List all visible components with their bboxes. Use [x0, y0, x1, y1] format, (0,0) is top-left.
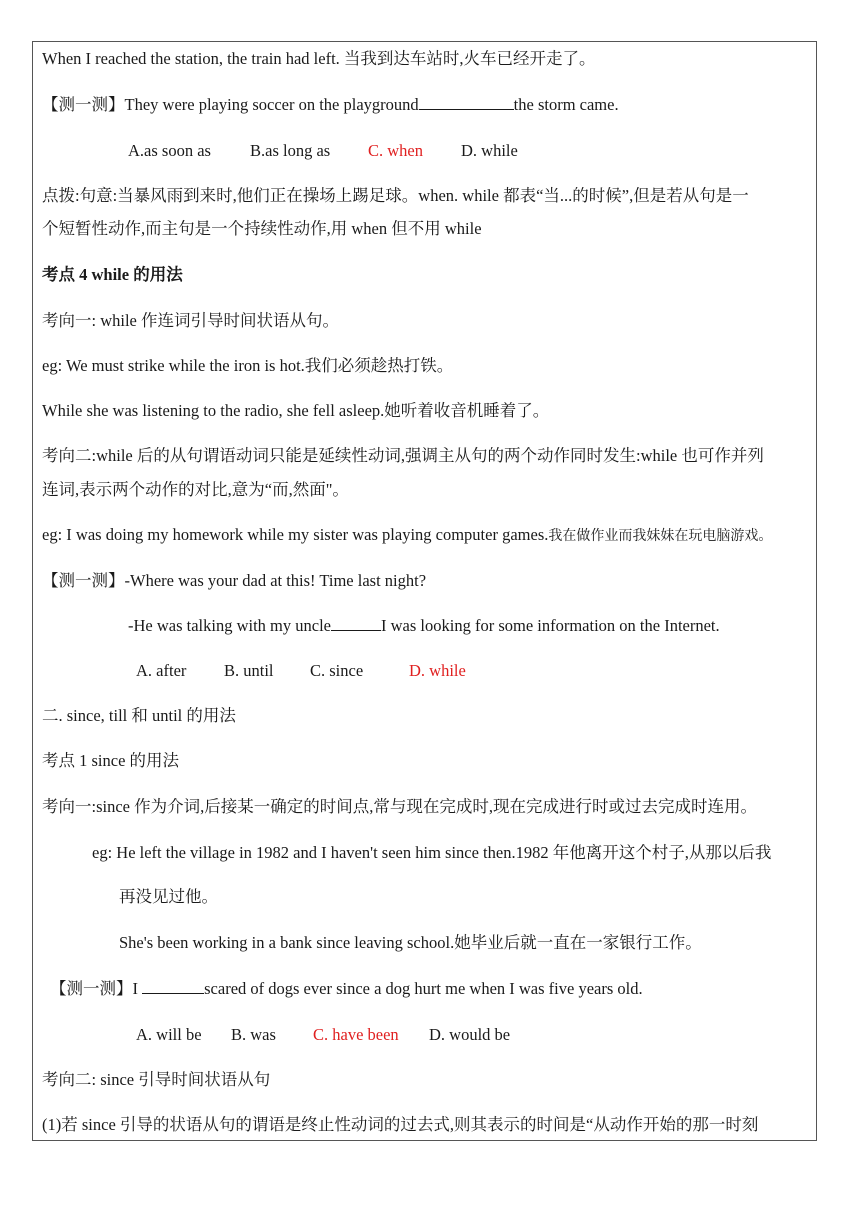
example-1: eg: We must strike while the iron is hot.我们必须趁热打铁。	[42, 356, 454, 375]
key-point-1: 考点 1 since 的用法	[42, 751, 180, 770]
option-c-answer: C. have been	[313, 1025, 399, 1044]
option-d: D. while	[461, 141, 518, 160]
quiz-question-2-suffix: I was looking for some information on the Internet.	[381, 616, 720, 635]
quiz-question-3-suffix: scared of dogs ever since a dog hurt me when I was five years old.	[204, 979, 643, 998]
quiz-question-1-suffix: the storm came.	[513, 95, 619, 114]
quiz-question-2: 【测一测】-Where was your dad at this! Time last night?	[42, 571, 427, 590]
hint-line-2: 个短暂性动作,而主句是一个持续性动作,用 when 但不用 while	[42, 219, 482, 238]
quiz-question-2-prefix: -He was talking with my uncle	[128, 616, 331, 635]
example-5: She's been working in a bank since leaving school.她毕业后就一直在一家银行工作。	[119, 933, 702, 952]
quiz-question-3-prefix: 【测一测】I	[50, 979, 143, 998]
option-a: A.as soon as	[128, 141, 211, 160]
example-4-line-2: 再没见过他。	[119, 887, 218, 906]
example-3-english: eg: I was doing my homework while my sister was playing computer games.	[42, 525, 549, 544]
option-b: B. until	[224, 661, 274, 680]
answer-blank	[419, 95, 514, 110]
option-c: C. since	[310, 661, 364, 680]
direction-2-line-1: 考向二:while 后的从句谓语动词只能是延续性动词,强调主从句的两个动作同时发生:while 也可作并列	[42, 446, 764, 465]
option-d-answer: D. while	[409, 661, 466, 680]
option-c-answer: C. when	[368, 141, 423, 160]
quiz-3-options	[136, 1024, 510, 1046]
quiz-question-2-reply	[128, 615, 720, 637]
key-point-heading: 考点 4 while 的用法	[42, 265, 183, 284]
direction-4: 考向二: since 引导时间状语从句	[42, 1070, 271, 1089]
option-b: B.as long as	[250, 141, 331, 160]
section-heading: 二. since, till 和 until 的用法	[42, 706, 236, 725]
quiz-question-1-prefix: 【测一测】They were playing soccer on the playground	[42, 95, 419, 114]
quiz-2-options	[136, 660, 466, 682]
example-sentence: When I reached the station, the train had left. 当我到达车站时,火车已经开走了。	[42, 49, 596, 68]
direction-1: 考向一: while 作连词引导时间状语从句。	[42, 311, 339, 330]
quiz-question-3	[50, 978, 643, 1000]
rule-1: (1)若 since 引导的状语从句的谓语是终止性动词的过去式,则其表示的时间是“从动作开始的那一时刻	[42, 1115, 759, 1134]
example-4-line-1: eg: He left the village in 1982 and I haven't seen him since then.1982 年他离开这个村子,从那以后我	[92, 843, 772, 862]
quiz-1-options	[128, 140, 518, 162]
direction-3: 考向一:since 作为介词,后接某一确定的时间点,常与现在完成时,现在完成进行时或过去完成时连用。	[42, 797, 757, 816]
example-3	[42, 524, 772, 548]
option-b: B. was	[231, 1025, 276, 1044]
option-d: D. would be	[429, 1025, 511, 1044]
option-a: A. will be	[136, 1025, 202, 1044]
direction-2-line-2: 连词,表示两个动作的对比,意为“而,然面"。	[42, 480, 349, 499]
example-3-chinese: 我在做作业而我妹妹在玩电脑游戏。	[548, 529, 773, 544]
answer-blank	[331, 616, 381, 631]
answer-blank	[142, 979, 204, 994]
hint-line-1: 点拨:句意:当暴风雨到来时,他们正在操场上踢足球。when. while 都表“当...的时候”,但是若从句是一	[42, 186, 749, 205]
quiz-question-1	[42, 94, 619, 116]
option-a: A. after	[136, 661, 187, 680]
example-2: While she was listening to the radio, she fell asleep.她听着收音机睡着了。	[42, 401, 550, 420]
